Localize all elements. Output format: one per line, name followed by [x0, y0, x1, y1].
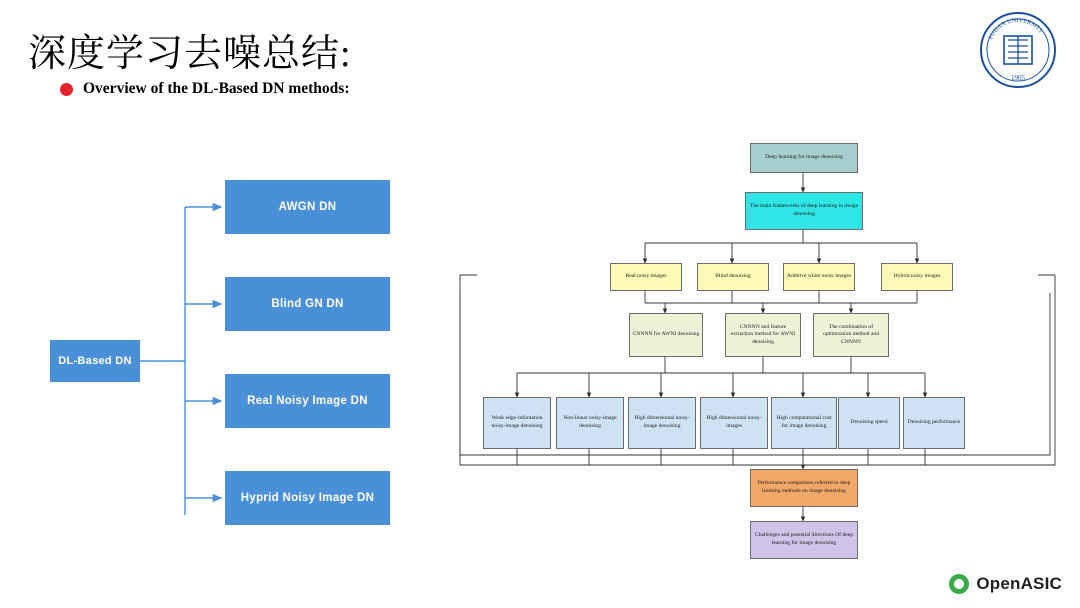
watermark: [949, 574, 1062, 594]
watermark-label: OpenASIC: [976, 574, 1062, 593]
tree-node-high-dimensional-denoising: High dimensional noisy-image denoising: [628, 397, 696, 449]
tree-node-denoising-performance: Denoising performance: [903, 397, 965, 449]
overview-bullet-label: Overview of the DL-Based DN methods:: [83, 80, 350, 97]
tree-node-challenges-and-directions: Challenges and potential directions Of deep learning for image denoising: [750, 521, 858, 559]
tree-node-additive-white-noisy-images: Additive white noisy images: [783, 263, 855, 291]
tree-node-cnnnn-feature-extraction: CNNNN and feature extraction method for AWNI denoising: [725, 313, 801, 357]
left-branch-real-noisy-dn: Real Noisy Image DN: [225, 374, 390, 428]
fudan-university-logo: [978, 10, 1058, 90]
tree-node-blind-denoising: Blind denoising: [697, 263, 769, 291]
left-branch-blind-gn-dn: Blind GN DN: [225, 277, 390, 331]
tree-node-denoising-speed: Denoising speed: [838, 397, 900, 449]
right-tree-diagram: [455, 125, 1065, 570]
page-title: 深度学习去噪总结:: [28, 33, 352, 75]
tree-node-deep-learning-for-image-denoising: Deep learning for image denoising: [750, 143, 858, 173]
tree-node-performance-comparison: Performance comparison referred to deep learning methods on image denoising: [750, 469, 858, 507]
openasic-logo-icon: [949, 574, 969, 594]
overview-bullet: [60, 80, 349, 98]
tree-node-high-computational-cost: High computational cost for image denoising: [771, 397, 837, 449]
tree-node-hybrid-noisy-images: Hybrid noisy images: [881, 263, 953, 291]
left-branch-awgn-dn: AWGN DN: [225, 180, 390, 234]
svg-text:FUDAN UNIVERSITY: FUDAN UNIVERSITY: [987, 16, 1045, 41]
bullet-dot-icon: [60, 83, 73, 96]
tree-node-high-dimensional-noisy-images: High dimensional noisy-images: [700, 397, 768, 449]
tree-node-non-linear-denoising: Non-linear noisy-image denoising: [556, 397, 624, 449]
left-branch-hybrid-noisy-dn: Hyprid Noisy Image DN: [225, 471, 390, 525]
tree-node-main-frameworks: The main frameworks of deep learning in image denoising: [745, 192, 863, 230]
tree-node-real-noisy-images: Real noisy images: [610, 263, 682, 291]
tree-node-cnnnn-for-awni-denoising: CNNNN for AWNI denoising: [629, 313, 703, 357]
svg-text:1905: 1905: [1011, 74, 1025, 82]
tree-node-weak-edge-information: Weak edge-infomation noisy-image denoising: [483, 397, 551, 449]
left-flow-diagram: [40, 165, 460, 555]
left-root-node: DL-Based DN: [50, 340, 140, 382]
tree-node-combination-optimization-cnnnn: The combination of optimization method and CNNNN: [813, 313, 889, 357]
